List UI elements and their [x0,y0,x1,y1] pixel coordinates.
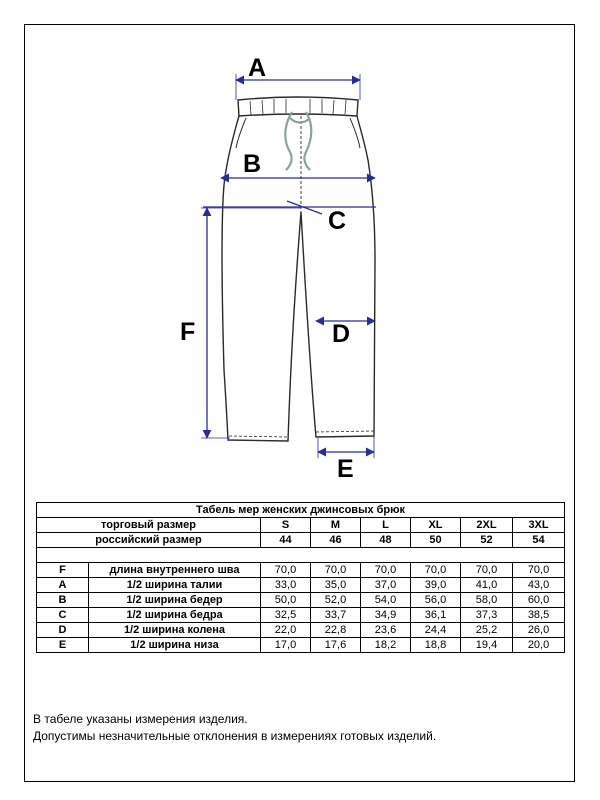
value-cell: 34,9 [361,608,411,623]
waistband [238,97,358,116]
ru-size-row [37,533,565,548]
size-cell: S [261,518,311,533]
value-cell: 24,4 [411,623,461,638]
ru-size-cell: 46 [311,533,361,548]
row-name: длина внутреннего шва [89,563,261,578]
table-row [37,608,565,623]
row-code: B [37,593,89,608]
row-code: A [37,578,89,593]
value-cell: 50,0 [261,593,311,608]
value-cell: 20,0 [513,638,565,653]
value-cell: 56,0 [411,593,461,608]
value-cell: 22,8 [311,623,361,638]
size-cell: M [311,518,361,533]
row-name: 1/2 ширина бедра [89,608,261,623]
table-title: Табель мер женских джинсовых брюк [37,503,565,518]
value-cell: 17,0 [261,638,311,653]
pants-outline [222,97,375,441]
row-code: C [37,608,89,623]
row-name: 1/2 ширина талии [89,578,261,593]
value-cell: 70,0 [311,563,361,578]
size-cell: XL [411,518,461,533]
label-a: A [248,54,267,82]
value-cell: 19,4 [461,638,513,653]
value-cell: 32,5 [261,608,311,623]
value-cell: 54,0 [361,593,411,608]
ru-size-cell: 44 [261,533,311,548]
label-f: F [180,318,196,346]
spacer-row [37,548,565,563]
table-row [37,563,565,578]
value-cell: 52,0 [311,593,361,608]
value-cell: 43,0 [513,578,565,593]
label-c: C [328,207,347,235]
right-hem [316,431,374,432]
value-cell: 70,0 [461,563,513,578]
row-name: 1/2 ширина бедер [89,593,261,608]
table-row [37,638,565,653]
value-cell: 33,0 [261,578,311,593]
value-cell: 60,0 [513,593,565,608]
row-name: 1/2 ширина колена [89,623,261,638]
size-cell: 3XL [513,518,565,533]
value-cell: 36,1 [411,608,461,623]
value-cell: 23,6 [361,623,411,638]
table-row [37,578,565,593]
ru-size-cell: 52 [461,533,513,548]
value-cell: 18,8 [411,638,461,653]
trade-size-row [37,518,565,533]
measure-rows [37,563,565,653]
ru-size-cell: 48 [361,533,411,548]
row-code: E [37,638,89,653]
ru-size-label: российский размер [37,533,261,548]
dimension-lines [201,74,376,458]
value-cell: 18,2 [361,638,411,653]
value-cell: 37,3 [461,608,513,623]
notes [33,711,436,745]
value-cell: 17,6 [311,638,361,653]
table-title-row [37,503,565,518]
value-cell: 70,0 [361,563,411,578]
value-cell: 38,5 [513,608,565,623]
value-cell: 37,0 [361,578,411,593]
spacer-cell [37,548,565,563]
label-d: D [332,320,351,348]
row-name: 1/2 ширина низа [89,638,261,653]
waistband-gathers [250,99,346,115]
note-line: Допустимы незначительные отклонения в измерениях готовых изделий. [33,729,437,743]
label-e: E [337,455,354,480]
trade-size-label: торговый размер [37,518,261,533]
value-cell: 39,0 [411,578,461,593]
size-cell: L [361,518,411,533]
value-cell: 22,0 [261,623,311,638]
drawstring [285,112,311,170]
value-cell: 70,0 [411,563,461,578]
size-cell: 2XL [461,518,513,533]
row-code: F [37,563,89,578]
table-row [37,593,565,608]
value-cell: 35,0 [311,578,361,593]
value-cell: 33,7 [311,608,361,623]
value-cell: 58,0 [461,593,513,608]
value-cell: 70,0 [261,563,311,578]
note-line: В табеле указаны измерения изделия. [33,712,248,726]
row-code: D [37,623,89,638]
ru-size-cell: 54 [513,533,565,548]
left-hem [229,436,287,437]
value-cell: 26,0 [513,623,565,638]
value-cell: 25,2 [461,623,513,638]
value-cell: 41,0 [461,578,513,593]
value-cell: 70,0 [513,563,565,578]
ru-size-cell: 50 [411,533,461,548]
size-table [36,502,565,653]
label-b: B [243,150,262,178]
table-row [37,623,565,638]
